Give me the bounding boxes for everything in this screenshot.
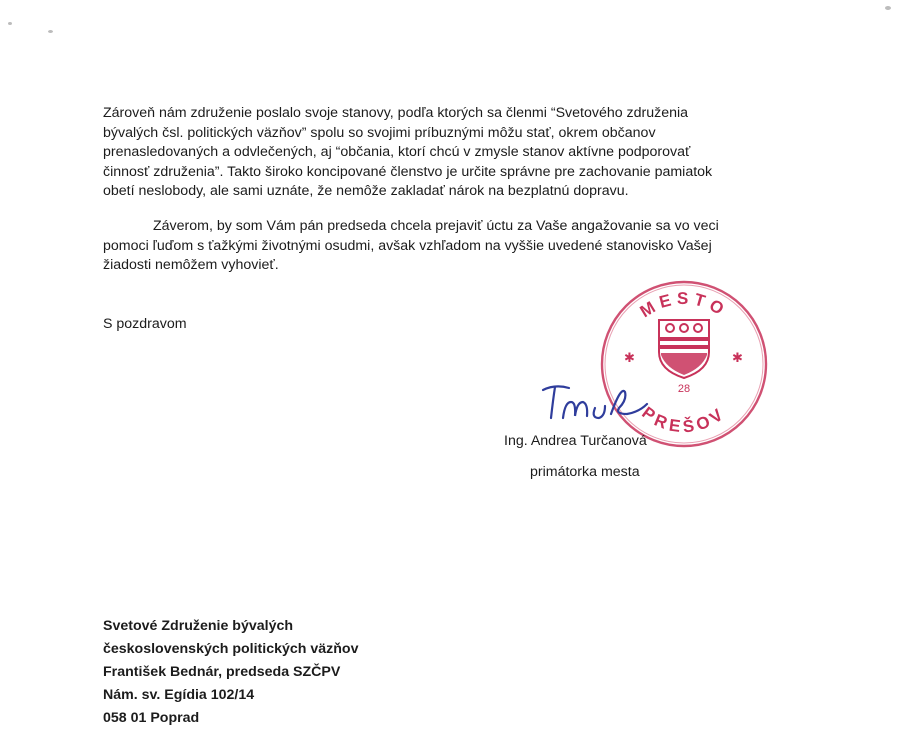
stamp-text-bottom: PREŠOV — [638, 403, 730, 437]
scan-speck — [885, 6, 891, 10]
paragraph-line: žiadosti nemôžem vyhovieť. — [103, 257, 279, 273]
handwritten-signature — [535, 378, 675, 428]
coat-of-arms-icon — [659, 320, 709, 378]
address-line: Nám. sv. Egídia 102/14 — [103, 687, 255, 703]
paragraph-line: prenasledovaných a odvlečených, aj “občania, ktorí chcú v zmysle stanov aktívne podporovať — [103, 144, 691, 160]
address-line: František Bednár, predseda SZČPV — [103, 664, 341, 680]
scan-speck — [8, 22, 12, 25]
paragraph-line: činnosť združenia”. Takto široko koncipované členstvo je určite správne pre zachovanie pamiatok — [103, 163, 713, 180]
paragraph-line: Zároveň nám združenie poslalo svoje stanovy, podľa ktorých sa členmi “Svetového združenia — [103, 105, 689, 121]
address-line: československých politických väzňov — [103, 641, 359, 657]
recipient-address — [103, 615, 359, 730]
greeting: S pozdravom — [103, 316, 187, 332]
paragraph-line: obetí neslobody, ale sami uznáte, že nemôže zakladať nárok na bezplatnú dopravu. — [103, 183, 629, 199]
paragraph-line: Záverom, by som Vám pán predseda chcela prejaviť úctu za Vaše angažovanie sa vo veci — [153, 218, 719, 234]
signer-title: primátorka mesta — [530, 464, 640, 480]
stamp-star-left-icon: ✱ — [624, 351, 635, 366]
stamp-text-top: MESTO — [636, 288, 732, 322]
address-line: 058 01 Poprad — [103, 710, 200, 726]
paragraph-line: pomoci ľuďom s ťažkými životnými osudmi, avšak vzhľadom na vyššie uvedené stanovisko Vašej — [103, 237, 712, 254]
paragraph-line: bývalých čsl. politických väzňov” spolu so svojimi príbuznými môžu stať, okrem občanov — [103, 124, 656, 141]
stamp-number: 28 — [677, 383, 691, 395]
scan-speck — [48, 30, 53, 33]
paragraph-membership — [103, 104, 843, 202]
stamp-star-right-icon: ✱ — [732, 351, 743, 366]
paragraph-conclusion — [103, 217, 843, 276]
address-line: Svetové Združenie bývalých — [103, 618, 294, 634]
signer-name: Ing. Andrea Turčanová — [504, 433, 647, 449]
